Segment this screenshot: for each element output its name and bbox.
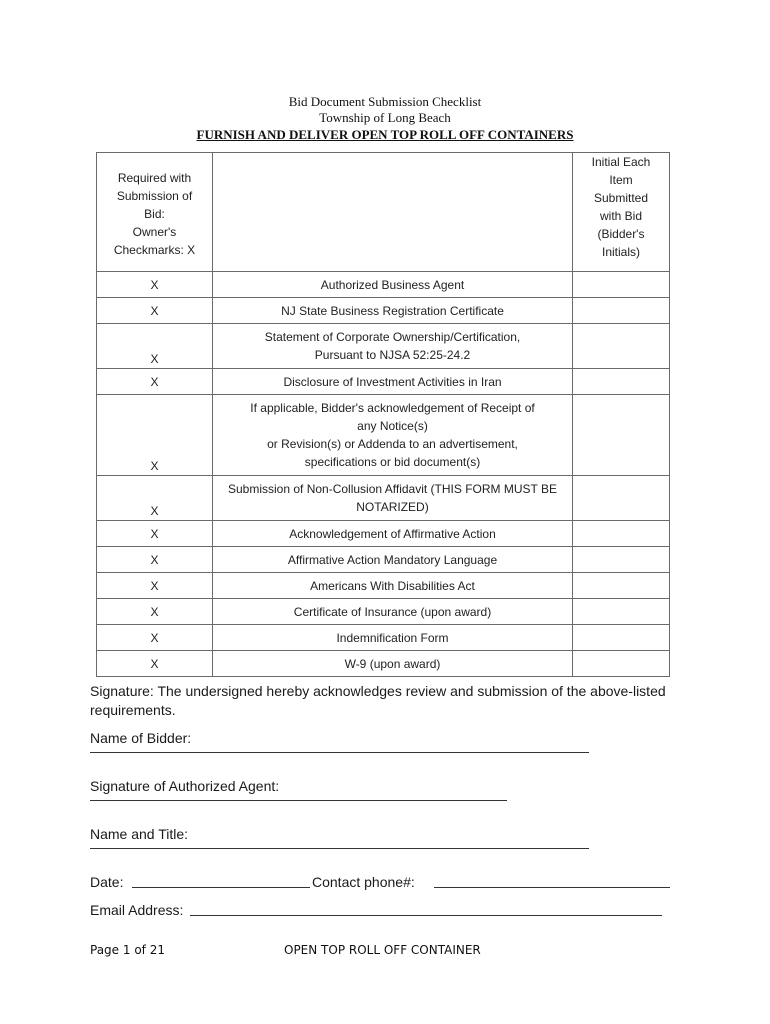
checklist-item bbox=[213, 651, 573, 677]
table-row bbox=[97, 395, 670, 476]
table-row bbox=[97, 625, 670, 651]
checklist-item bbox=[213, 599, 573, 625]
checklist-item-line: NJ State Business Registration Certificate bbox=[281, 303, 504, 318]
checklist-item-line: Statement of Corporate Ownership/Certification, bbox=[264, 330, 521, 344]
checklist-item-line: Submission of Non-Collusion Affidavit (THIS FORM MUST BE bbox=[228, 482, 557, 496]
required-header-line: Owner's bbox=[132, 225, 177, 239]
initials-header-line: with Bid bbox=[599, 209, 643, 223]
checklist-item-line: Affirmative Action Mandatory Language bbox=[287, 552, 498, 567]
required-checkmark: X bbox=[97, 547, 213, 573]
bidder-initials-cell[interactable] bbox=[573, 476, 670, 521]
contact-phone-label: Contact phone#: bbox=[312, 874, 415, 890]
signature-agent-label: Signature of Authorized Agent: bbox=[90, 778, 280, 794]
required-checkmark: X bbox=[97, 272, 213, 298]
checklist-item-line: Authorized Business Agent bbox=[320, 277, 465, 292]
name-of-bidder-label: Name of Bidder: bbox=[90, 730, 192, 746]
signature-acknowledgement: Signature: The undersigned hereby acknowledges review and submission of the above-listed requirements. bbox=[90, 683, 666, 718]
checklist-item-line: or Revision(s) or Addenda to an advertisement, bbox=[267, 437, 518, 451]
table-row bbox=[97, 369, 670, 395]
table-row bbox=[97, 272, 670, 298]
required-checkmark: X bbox=[97, 599, 213, 625]
checklist-item-line: Disclosure of Investment Activities in Iran bbox=[283, 374, 502, 389]
checklist-item bbox=[213, 625, 573, 651]
checklist-item-line: W-9 (upon award) bbox=[344, 656, 441, 671]
checklist-item bbox=[213, 521, 573, 547]
table-row bbox=[97, 476, 670, 521]
document-title: Bid Document Submission Checklist bbox=[288, 94, 482, 109]
required-column-header bbox=[97, 153, 213, 272]
required-header-line: Checkmarks: X bbox=[113, 243, 196, 257]
name-of-bidder-line[interactable] bbox=[90, 752, 589, 753]
checklist-item bbox=[213, 547, 573, 573]
bidder-initials-cell[interactable] bbox=[573, 573, 670, 599]
required-checkmark: X bbox=[97, 324, 213, 369]
table-row bbox=[97, 573, 670, 599]
checklist-item-line: specifications or bid document(s) bbox=[304, 455, 481, 469]
required-checkmark: X bbox=[97, 476, 213, 521]
checklist-item bbox=[213, 476, 573, 521]
checklist-item-line: Certificate of Insurance (upon award) bbox=[293, 604, 492, 619]
initials-header-line: Initials) bbox=[601, 245, 640, 259]
required-header-line: Required with bbox=[117, 171, 192, 185]
checklist-item-line: any Notice(s) bbox=[357, 419, 428, 433]
email-label: Email Address: bbox=[90, 902, 184, 918]
checklist-item-line: NOTARIZED) bbox=[356, 500, 429, 514]
required-header-line: Bid: bbox=[144, 207, 165, 221]
required-header-line: Submission of bbox=[116, 189, 193, 203]
bidder-initials-cell[interactable] bbox=[573, 547, 670, 573]
initials-header-line: (Bidder's bbox=[597, 227, 645, 241]
contact-phone-line[interactable] bbox=[434, 875, 670, 888]
checklist-item-line: Americans With Disabilities Act bbox=[310, 578, 475, 593]
checklist-item bbox=[213, 324, 573, 369]
checklist-item bbox=[213, 395, 573, 476]
footer-title: OPEN TOP ROLL OFF CONTAINER bbox=[284, 943, 481, 957]
table-row bbox=[97, 298, 670, 324]
checklist-item-line: If applicable, Bidder's acknowledgement of Receipt of bbox=[250, 401, 535, 415]
initials-column-header bbox=[573, 153, 670, 272]
initials-header-line: Initial Each bbox=[591, 155, 651, 169]
required-checkmark: X bbox=[97, 573, 213, 599]
required-checkmark: X bbox=[97, 369, 213, 395]
bidder-initials-cell[interactable] bbox=[573, 369, 670, 395]
required-checkmark: X bbox=[97, 298, 213, 324]
name-and-title-line[interactable] bbox=[90, 848, 589, 849]
required-checkmark: X bbox=[97, 521, 213, 547]
bidder-initials-cell[interactable] bbox=[573, 272, 670, 298]
required-checkmark: X bbox=[97, 625, 213, 651]
initials-header-line: Submitted bbox=[593, 191, 649, 205]
required-checkmark: X bbox=[97, 651, 213, 677]
table-row bbox=[97, 521, 670, 547]
bidder-initials-cell[interactable] bbox=[573, 651, 670, 677]
checklist-table bbox=[96, 152, 670, 677]
bidder-initials-cell[interactable] bbox=[573, 395, 670, 476]
table-row bbox=[97, 651, 670, 677]
township-name: Township of Long Beach bbox=[319, 110, 451, 125]
initials-header-line: Item bbox=[609, 173, 633, 187]
bidder-initials-cell[interactable] bbox=[573, 298, 670, 324]
project-title: FURNISH AND DELIVER OPEN TOP ROLL OFF CONTAINERS bbox=[196, 127, 574, 142]
date-line[interactable] bbox=[132, 875, 310, 888]
bidder-initials-cell[interactable] bbox=[573, 625, 670, 651]
checklist-item-line: Pursuant to NJSA 52:25-24.2 bbox=[314, 348, 471, 362]
checklist-item bbox=[213, 272, 573, 298]
signature-agent-line[interactable] bbox=[90, 800, 507, 801]
table-row bbox=[97, 324, 670, 369]
table-header-row bbox=[97, 153, 670, 272]
table-row bbox=[97, 599, 670, 625]
page-number: Page 1 of 21 bbox=[90, 943, 165, 957]
checklist-item bbox=[213, 573, 573, 599]
checklist-item bbox=[213, 369, 573, 395]
required-checkmark: X bbox=[97, 395, 213, 476]
name-and-title-label: Name and Title: bbox=[90, 826, 189, 842]
date-label: Date: bbox=[90, 874, 124, 890]
checklist-item-line: Indemnification Form bbox=[336, 630, 449, 645]
checklist-item bbox=[213, 298, 573, 324]
bidder-initials-cell[interactable] bbox=[573, 599, 670, 625]
bidder-initials-cell[interactable] bbox=[573, 324, 670, 369]
checklist-item-line: Acknowledgement of Affirmative Action bbox=[289, 526, 496, 541]
item-column-header bbox=[213, 153, 573, 272]
email-line[interactable] bbox=[190, 903, 662, 916]
bidder-initials-cell[interactable] bbox=[573, 521, 670, 547]
table-row bbox=[97, 547, 670, 573]
